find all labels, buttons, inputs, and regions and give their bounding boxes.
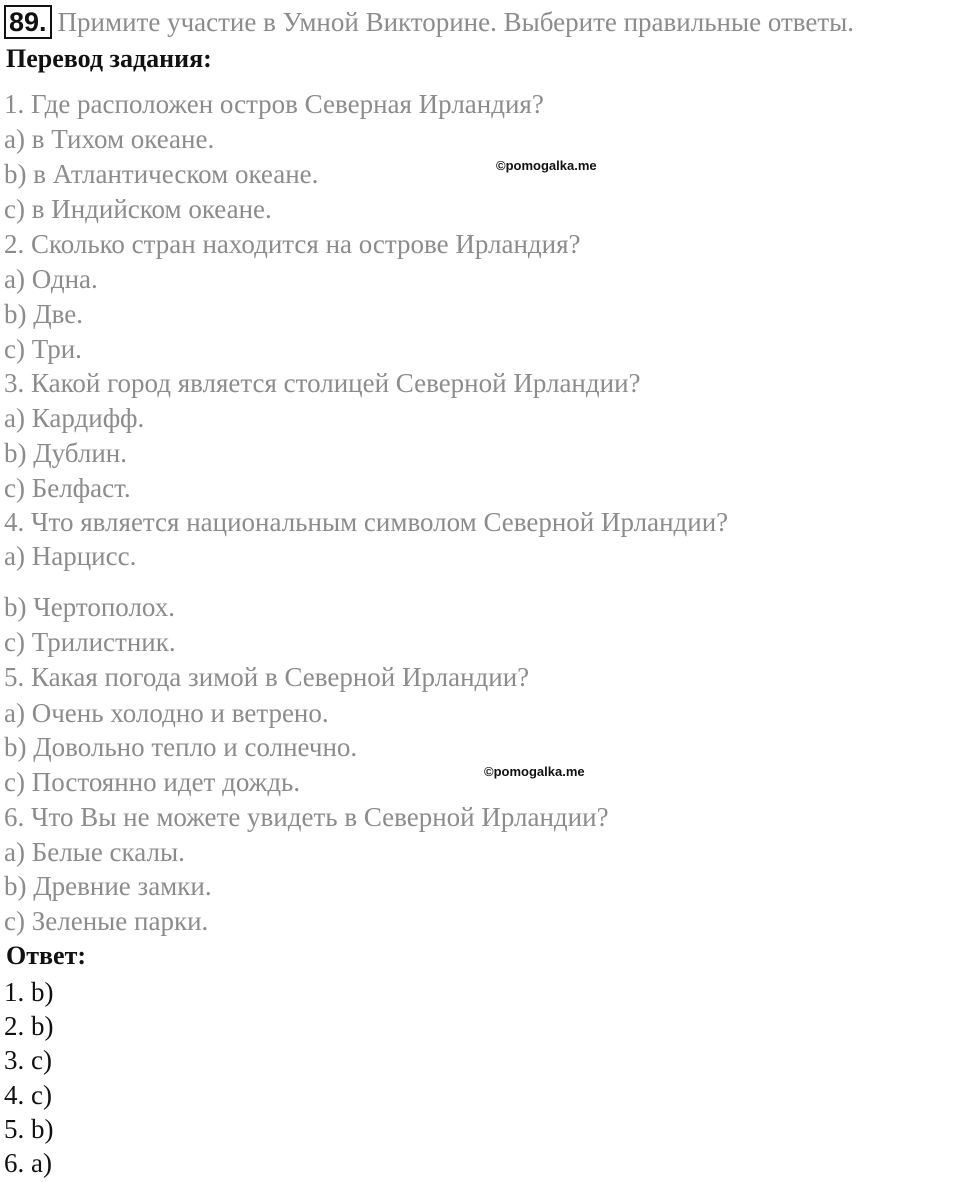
question-6-option-b: b) Древние замки. <box>4 871 212 901</box>
answer-1: 1. b) <box>4 977 54 1007</box>
watermark: ©pomogalka.me <box>484 764 585 779</box>
translation-heading: Перевод задания: <box>6 44 212 73</box>
question-4-option-c: c) Трилистник. <box>4 627 176 657</box>
question-6-option-a: a) Белые скалы. <box>4 837 185 867</box>
answer-5: 5. b) <box>4 1114 54 1144</box>
question-5-option-c: c) Постоянно идет дождь. <box>4 767 301 797</box>
question-1-option-b: b) в Атлантическом океане. <box>4 159 319 189</box>
question-1-option-a: a) в Тихом океане. <box>4 124 215 154</box>
question-3: 3. Какой город является столицей Северной Ирландии? <box>4 368 641 398</box>
answer-2: 2. b) <box>4 1011 54 1041</box>
question-1-option-c: c) в Индийском океане. <box>4 194 272 224</box>
answer-3: 3. c) <box>4 1045 52 1075</box>
question-3-option-c: c) Белфаст. <box>4 473 131 503</box>
question-6-option-c: c) Зеленые парки. <box>4 906 209 936</box>
task-instruction: Примите участие в Умной Викторине. Выберите правильные ответы. <box>57 6 855 37</box>
question-2: 2. Сколько стран находится на острове Ирландия? <box>4 229 581 259</box>
answer-6: 6. a) <box>4 1148 52 1178</box>
question-3-option-a: a) Кардифф. <box>4 403 145 433</box>
question-1: 1. Где расположен остров Северная Ирландия? <box>4 89 544 119</box>
question-2-option-b: b) Две. <box>4 299 83 329</box>
answer-heading: Ответ: <box>6 941 87 970</box>
question-2-option-c: c) Три. <box>4 334 82 364</box>
task-number-box: 89. <box>4 5 52 39</box>
question-6: 6. Что Вы не можете увидеть в Северной Ирландии? <box>4 802 609 832</box>
answer-4: 4. c) <box>4 1080 52 1110</box>
question-4-option-b: b) Чертополох. <box>4 592 176 622</box>
question-3-option-b: b) Дублин. <box>4 438 127 468</box>
question-4: 4. Что является национальным символом Северной Ирландии? <box>4 507 729 537</box>
question-5-option-a: a) Очень холодно и ветрено. <box>4 698 329 728</box>
question-2-option-a: a) Одна. <box>4 264 98 294</box>
question-5-option-b: b) Довольно тепло и солнечно. <box>4 732 358 762</box>
question-4-option-a: a) Нарцисс. <box>4 541 137 571</box>
question-5: 5. Какая погода зимой в Северной Ирландии? <box>4 662 530 692</box>
task-header <box>4 4 854 40</box>
watermark: ©pomogalka.me <box>496 158 597 173</box>
